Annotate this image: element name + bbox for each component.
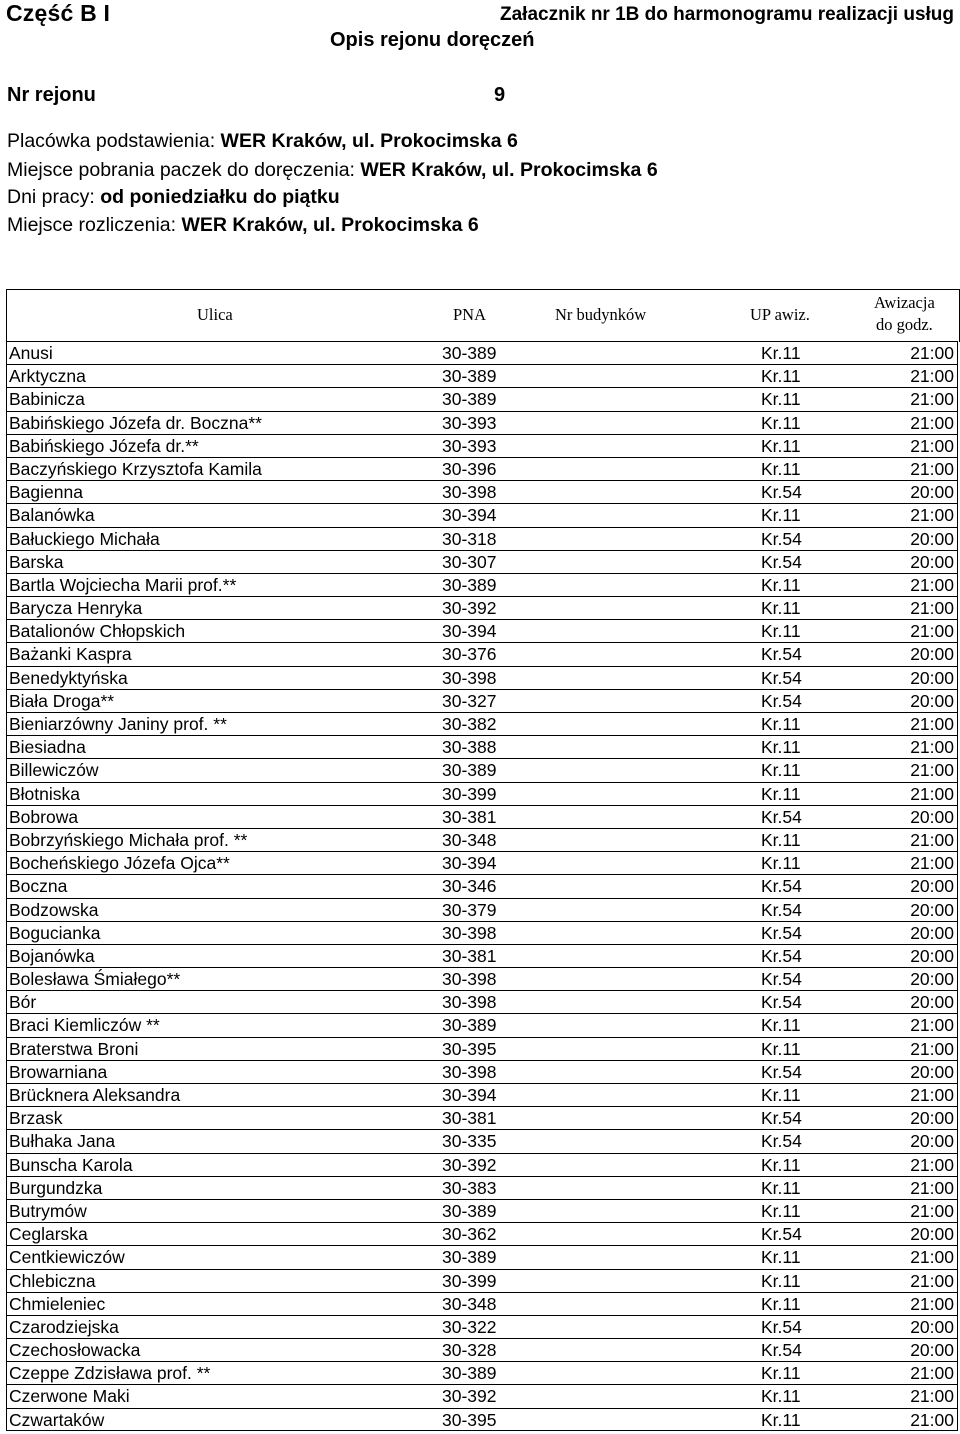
table-row: [6, 527, 958, 550]
cell-street: Anusi: [9, 343, 53, 363]
table-row: [6, 434, 958, 457]
cell-street: Billewiczów: [9, 760, 99, 781]
cell-up-awiz: Kr.54: [761, 992, 802, 1013]
table-row: [6, 550, 958, 573]
cell-awizacja-time: 21:00: [910, 1015, 954, 1036]
table-row: [6, 851, 958, 874]
cell-street: Balanówka: [9, 505, 95, 526]
part-title: Część B I: [6, 0, 111, 26]
rozliczenia-label: Miejsce rozliczenia:: [7, 214, 177, 236]
cell-street: Bałuckiego Michała: [9, 528, 160, 549]
cell-up-awiz: Kr.54: [761, 1340, 802, 1361]
cell-street: Bułhaka Jana: [9, 1131, 116, 1152]
cell-pna: 30-394: [442, 621, 497, 642]
info-placowka: [7, 130, 518, 153]
streets-table: [6, 341, 958, 1431]
info-dni-pracy: [7, 186, 340, 209]
cell-street: Barska: [9, 551, 64, 572]
cell-up-awiz: Kr.11: [761, 389, 801, 410]
cell-up-awiz: Kr.54: [761, 667, 802, 688]
cell-street: Bocheńskiego Józefa Ojca**: [9, 853, 230, 874]
cell-up-awiz: Kr.54: [761, 922, 802, 943]
cell-awizacja-time: 21:00: [910, 1293, 954, 1314]
cell-awizacja-time: 20:00: [910, 922, 954, 943]
cell-awizacja-time: 21:00: [910, 574, 954, 595]
cell-awizacja-time: 21:00: [910, 343, 954, 363]
table-row: [6, 1222, 958, 1245]
cell-pna: 30-389: [442, 1200, 497, 1221]
cell-street: Biesiadna: [9, 737, 86, 758]
header-ulica: Ulica: [197, 305, 233, 324]
annex-title: Załacznik nr 1B do harmonogramu realizacji usług: [500, 4, 954, 25]
cell-up-awiz: Kr.54: [761, 528, 802, 549]
table-row: [6, 642, 958, 665]
cell-awizacja-time: 21:00: [910, 1386, 954, 1407]
cell-street: Browarniana: [9, 1061, 108, 1082]
cell-awizacja-time: 20:00: [910, 1316, 954, 1337]
cell-awizacja-time: 21:00: [910, 435, 954, 456]
cell-awizacja-time: 20:00: [910, 690, 954, 711]
info-miejsce-pobrania: [7, 159, 658, 182]
table-row: [6, 967, 958, 990]
table-row: [6, 1060, 958, 1083]
cell-street: Babińskiego Józefa dr. Boczna**: [9, 412, 262, 433]
cell-street: Bieniarzówny Janiny prof. **: [9, 714, 227, 734]
cell-awizacja-time: 21:00: [910, 1177, 954, 1198]
cell-up-awiz: Kr.11: [761, 760, 801, 781]
cell-awizacja-time: 21:00: [910, 458, 954, 479]
cell-up-awiz: Kr.54: [761, 1224, 802, 1245]
cell-awizacja-time: 20:00: [910, 1224, 954, 1245]
cell-awizacja-time: 21:00: [910, 1247, 954, 1268]
cell-up-awiz: Kr.11: [761, 366, 801, 387]
cell-awizacja-time: 21:00: [910, 1038, 954, 1059]
table-row: [6, 898, 958, 921]
cell-street: Baczyńskiego Krzysztofa Kamila: [9, 458, 262, 479]
cell-awizacja-time: 21:00: [910, 1154, 954, 1175]
cell-awizacja-time: 21:00: [910, 1409, 954, 1430]
cell-awizacja-time: 21:00: [910, 598, 954, 619]
cell-pna: 30-393: [442, 412, 497, 433]
cell-pna: 30-318: [442, 528, 497, 549]
table-row: [6, 666, 958, 689]
cell-awizacja-time: 20:00: [910, 1108, 954, 1129]
cell-awizacja-time: 20:00: [910, 969, 954, 990]
cell-up-awiz: Kr.54: [761, 969, 802, 990]
cell-street: Czerwone Maki: [9, 1386, 130, 1407]
cell-street: Butrymów: [9, 1200, 87, 1221]
cell-up-awiz: Kr.11: [761, 1038, 801, 1059]
cell-pna: 30-346: [442, 876, 497, 897]
cell-street: Boczna: [9, 876, 68, 897]
cell-awizacja-time: 21:00: [910, 366, 954, 387]
placowka-value: WER Kraków, ul. Prokocimska 6: [220, 130, 518, 152]
cell-street: Arktyczna: [9, 366, 86, 387]
table-row: [6, 457, 958, 480]
cell-up-awiz: Kr.11: [761, 1015, 801, 1036]
cell-awizacja-time: 21:00: [910, 853, 954, 874]
cell-pna: 30-399: [442, 1270, 497, 1291]
header-pna: PNA: [453, 305, 487, 324]
cell-up-awiz: Kr.11: [761, 1200, 801, 1221]
table-row: [6, 1129, 958, 1152]
table-row: [6, 1199, 958, 1222]
cell-pna: 30-396: [442, 458, 497, 479]
cell-street: Bagienna: [9, 482, 83, 503]
table-row: [6, 573, 958, 596]
table-row: [6, 828, 958, 851]
cell-pna: 30-395: [442, 1038, 497, 1059]
table-row: [6, 1292, 958, 1315]
cell-pna: 30-382: [442, 714, 497, 734]
rejon-label: Nr rejonu: [7, 84, 96, 106]
table-row: [6, 1106, 958, 1129]
cell-awizacja-time: 21:00: [910, 412, 954, 433]
cell-up-awiz: Kr.11: [761, 458, 801, 479]
table-row: [6, 758, 958, 781]
table-row: [6, 990, 958, 1013]
placowka-label: Placówka podstawienia:: [7, 130, 216, 152]
cell-street: Bobrowa: [9, 806, 79, 827]
cell-up-awiz: Kr.54: [761, 551, 802, 572]
cell-pna: 30-395: [442, 1409, 497, 1430]
cell-up-awiz: Kr.11: [761, 1363, 801, 1384]
cell-pna: 30-362: [442, 1224, 497, 1245]
cell-street: Bogucianka: [9, 922, 101, 943]
cell-awizacja-time: 20:00: [910, 551, 954, 572]
table-row: [6, 782, 958, 805]
cell-pna: 30-398: [442, 1061, 497, 1082]
cell-street: Braterstwa Broni: [9, 1038, 139, 1059]
cell-awizacja-time: 21:00: [910, 1200, 954, 1221]
cell-awizacja-time: 20:00: [910, 528, 954, 549]
cell-street: Czeppe Zdzisława prof. **: [9, 1363, 211, 1384]
cell-awizacja-time: 21:00: [910, 621, 954, 642]
cell-awizacja-time: 21:00: [910, 389, 954, 410]
cell-awizacja-time: 21:00: [910, 760, 954, 781]
table-row: [6, 364, 958, 387]
table-row: [6, 1315, 958, 1338]
cell-awizacja-time: 20:00: [910, 644, 954, 665]
cell-up-awiz: Kr.11: [761, 1409, 801, 1430]
table-row: [6, 341, 958, 364]
cell-pna: 30-393: [442, 435, 497, 456]
table-row: [6, 1245, 958, 1268]
table-row: [6, 1013, 958, 1036]
cell-pna: 30-392: [442, 1386, 497, 1407]
cell-pna: 30-398: [442, 992, 497, 1013]
info-miejsce-rozliczenia: [7, 214, 479, 237]
table-row: [6, 805, 958, 828]
header-up-awiz: UP awiz.: [750, 305, 810, 324]
cell-pna: 30-398: [442, 969, 497, 990]
cell-awizacja-time: 21:00: [910, 829, 954, 850]
cell-up-awiz: Kr.11: [761, 737, 801, 758]
header-awizacja-line1: Awizacja: [874, 293, 935, 312]
cell-awizacja-time: 21:00: [910, 783, 954, 804]
rozliczenia-value: WER Kraków, ul. Prokocimska 6: [181, 214, 479, 236]
cell-up-awiz: Kr.11: [761, 435, 801, 456]
cell-awizacja-time: 21:00: [910, 737, 954, 758]
cell-awizacja-time: 21:00: [910, 1085, 954, 1105]
cell-pna: 30-392: [442, 598, 497, 619]
cell-up-awiz: Kr.11: [761, 1247, 801, 1268]
cell-pna: 30-379: [442, 899, 497, 920]
cell-street: Czwartaków: [9, 1409, 105, 1430]
cell-pna: 30-335: [442, 1131, 497, 1152]
table-row: [6, 921, 958, 944]
cell-street: Ceglarska: [9, 1224, 88, 1245]
cell-pna: 30-322: [442, 1316, 497, 1337]
table-row: [6, 596, 958, 619]
cell-street: Babińskiego Józefa dr.**: [9, 435, 199, 456]
cell-pna: 30-394: [442, 505, 497, 526]
table-row: [6, 411, 958, 434]
table-row: [6, 712, 958, 735]
cell-pna: 30-381: [442, 806, 497, 827]
cell-pna: 30-328: [442, 1340, 497, 1361]
cell-up-awiz: Kr.54: [761, 1131, 802, 1152]
cell-pna: 30-398: [442, 482, 497, 503]
table-row: [6, 689, 958, 712]
cell-up-awiz: Kr.11: [761, 1293, 801, 1314]
cell-street: Czarodziejska: [9, 1316, 119, 1337]
cell-street: Bobrzyńskiego Michała prof. **: [9, 829, 248, 850]
dni-label: Dni pracy:: [7, 186, 95, 208]
cell-up-awiz: Kr.11: [761, 574, 801, 595]
cell-awizacja-time: 21:00: [910, 505, 954, 526]
table-row: [6, 735, 958, 758]
table-row: [6, 1338, 958, 1361]
cell-street: Biała Droga**: [9, 690, 115, 711]
cell-up-awiz: Kr.54: [761, 806, 802, 827]
cell-street: Bolesława Śmiałego**: [9, 969, 181, 990]
cell-street: Babinicza: [9, 389, 85, 410]
cell-up-awiz: Kr.54: [761, 482, 802, 503]
cell-up-awiz: Kr.11: [761, 343, 801, 363]
cell-up-awiz: Kr.54: [761, 1061, 802, 1082]
cell-pna: 30-389: [442, 1015, 497, 1036]
cell-up-awiz: Kr.11: [761, 598, 801, 619]
cell-street: Brücknera Aleksandra: [9, 1085, 181, 1105]
table-row: [6, 874, 958, 897]
cell-awizacja-time: 21:00: [910, 1270, 954, 1291]
page-subtitle: Opis rejonu doręczeń: [330, 29, 535, 51]
cell-up-awiz: Kr.54: [761, 1316, 802, 1337]
rejon-number: 9: [494, 84, 506, 106]
table-row: [6, 503, 958, 526]
cell-pna: 30-399: [442, 783, 497, 804]
cell-awizacja-time: 21:00: [910, 714, 954, 734]
cell-up-awiz: Kr.11: [761, 1154, 801, 1175]
cell-up-awiz: Kr.11: [761, 1177, 801, 1198]
cell-pna: 30-389: [442, 389, 497, 410]
cell-street: Chmieleniec: [9, 1293, 106, 1314]
table-row: [6, 387, 958, 410]
cell-awizacja-time: 20:00: [910, 806, 954, 827]
cell-street: Benedyktyńska: [9, 667, 128, 688]
miejsce-value: WER Kraków, ul. Prokocimska 6: [360, 159, 658, 181]
table-row: [6, 1408, 958, 1431]
cell-pna: 30-398: [442, 667, 497, 688]
dni-value: od poniedziałku do piątku: [100, 186, 340, 208]
cell-street: Burgundzka: [9, 1177, 103, 1198]
table-row: [6, 1269, 958, 1292]
table-row: [6, 1176, 958, 1199]
cell-awizacja-time: 20:00: [910, 945, 954, 966]
cell-pna: 30-327: [442, 690, 497, 711]
cell-up-awiz: Kr.11: [761, 621, 801, 642]
cell-pna: 30-398: [442, 922, 497, 943]
miejsce-label: Miejsce pobrania paczek do doręczenia:: [7, 159, 355, 181]
table-row: [6, 1361, 958, 1384]
table-row: [6, 1083, 958, 1106]
cell-pna: 30-388: [442, 737, 497, 758]
cell-pna: 30-348: [442, 829, 497, 850]
cell-up-awiz: Kr.11: [761, 1386, 801, 1407]
cell-awizacja-time: 20:00: [910, 992, 954, 1013]
table-row: [6, 1384, 958, 1407]
cell-street: Bażanki Kaspra: [9, 644, 132, 665]
cell-pna: 30-389: [442, 1247, 497, 1268]
cell-pna: 30-392: [442, 1154, 497, 1175]
cell-street: Chlebiczna: [9, 1270, 96, 1291]
cell-pna: 30-389: [442, 366, 497, 387]
cell-up-awiz: Kr.11: [761, 853, 801, 874]
cell-awizacja-time: 20:00: [910, 1061, 954, 1082]
cell-street: Batalionów Chłopskich: [9, 621, 186, 642]
cell-up-awiz: Kr.11: [761, 783, 801, 804]
cell-awizacja-time: 20:00: [910, 482, 954, 503]
cell-street: Bojanówka: [9, 945, 95, 966]
cell-awizacja-time: 20:00: [910, 1340, 954, 1361]
table-row: [6, 944, 958, 967]
cell-pna: 30-394: [442, 1085, 497, 1105]
cell-awizacja-time: 20:00: [910, 899, 954, 920]
header-nr-budynkow: Nr budynków: [555, 305, 647, 324]
cell-pna: 30-389: [442, 760, 497, 781]
cell-awizacja-time: 20:00: [910, 1131, 954, 1152]
cell-up-awiz: Kr.11: [761, 505, 801, 526]
table-row: [6, 619, 958, 642]
cell-pna: 30-381: [442, 1108, 497, 1129]
cell-pna: 30-389: [442, 574, 497, 595]
cell-pna: 30-394: [442, 853, 497, 874]
table-header: [6, 289, 960, 342]
cell-awizacja-time: 20:00: [910, 876, 954, 897]
cell-pna: 30-389: [442, 343, 497, 363]
cell-street: Bodzowska: [9, 899, 99, 920]
table-row: [6, 1037, 958, 1060]
cell-pna: 30-381: [442, 945, 497, 966]
cell-street: Błotniska: [9, 783, 81, 804]
cell-pna: 30-383: [442, 1177, 497, 1198]
table-row: [6, 1153, 958, 1176]
cell-street: Bartla Wojciecha Marii prof.**: [9, 574, 237, 595]
cell-street: Brzask: [9, 1108, 63, 1129]
cell-up-awiz: Kr.11: [761, 714, 801, 734]
cell-pna: 30-307: [442, 551, 497, 572]
cell-up-awiz: Kr.54: [761, 945, 802, 966]
cell-street: Braci Kiemliczów **: [9, 1015, 160, 1036]
cell-pna: 30-376: [442, 644, 497, 665]
cell-street: Bunscha Karola: [9, 1154, 133, 1175]
cell-street: Czechosłowacka: [9, 1340, 141, 1361]
table-row: [6, 480, 958, 503]
header-awizacja-line2: do godz.: [875, 315, 933, 334]
cell-up-awiz: Kr.54: [761, 876, 802, 897]
cell-awizacja-time: 21:00: [910, 1363, 954, 1384]
cell-pna: 30-389: [442, 1363, 497, 1384]
cell-up-awiz: Kr.11: [761, 412, 801, 433]
cell-street: Barycza Henryka: [9, 598, 143, 619]
cell-up-awiz: Kr.54: [761, 690, 802, 711]
cell-street: Centkiewiczów: [9, 1247, 125, 1268]
cell-up-awiz: Kr.54: [761, 644, 802, 665]
cell-street: Bór: [9, 992, 37, 1013]
cell-pna: 30-348: [442, 1293, 497, 1314]
cell-up-awiz: Kr.11: [761, 1085, 801, 1105]
header-awizacja: [874, 292, 935, 336]
cell-up-awiz: Kr.11: [761, 829, 801, 850]
cell-up-awiz: Kr.11: [761, 1270, 801, 1291]
cell-up-awiz: Kr.54: [761, 1108, 802, 1129]
cell-awizacja-time: 20:00: [910, 667, 954, 688]
cell-up-awiz: Kr.54: [761, 899, 802, 920]
